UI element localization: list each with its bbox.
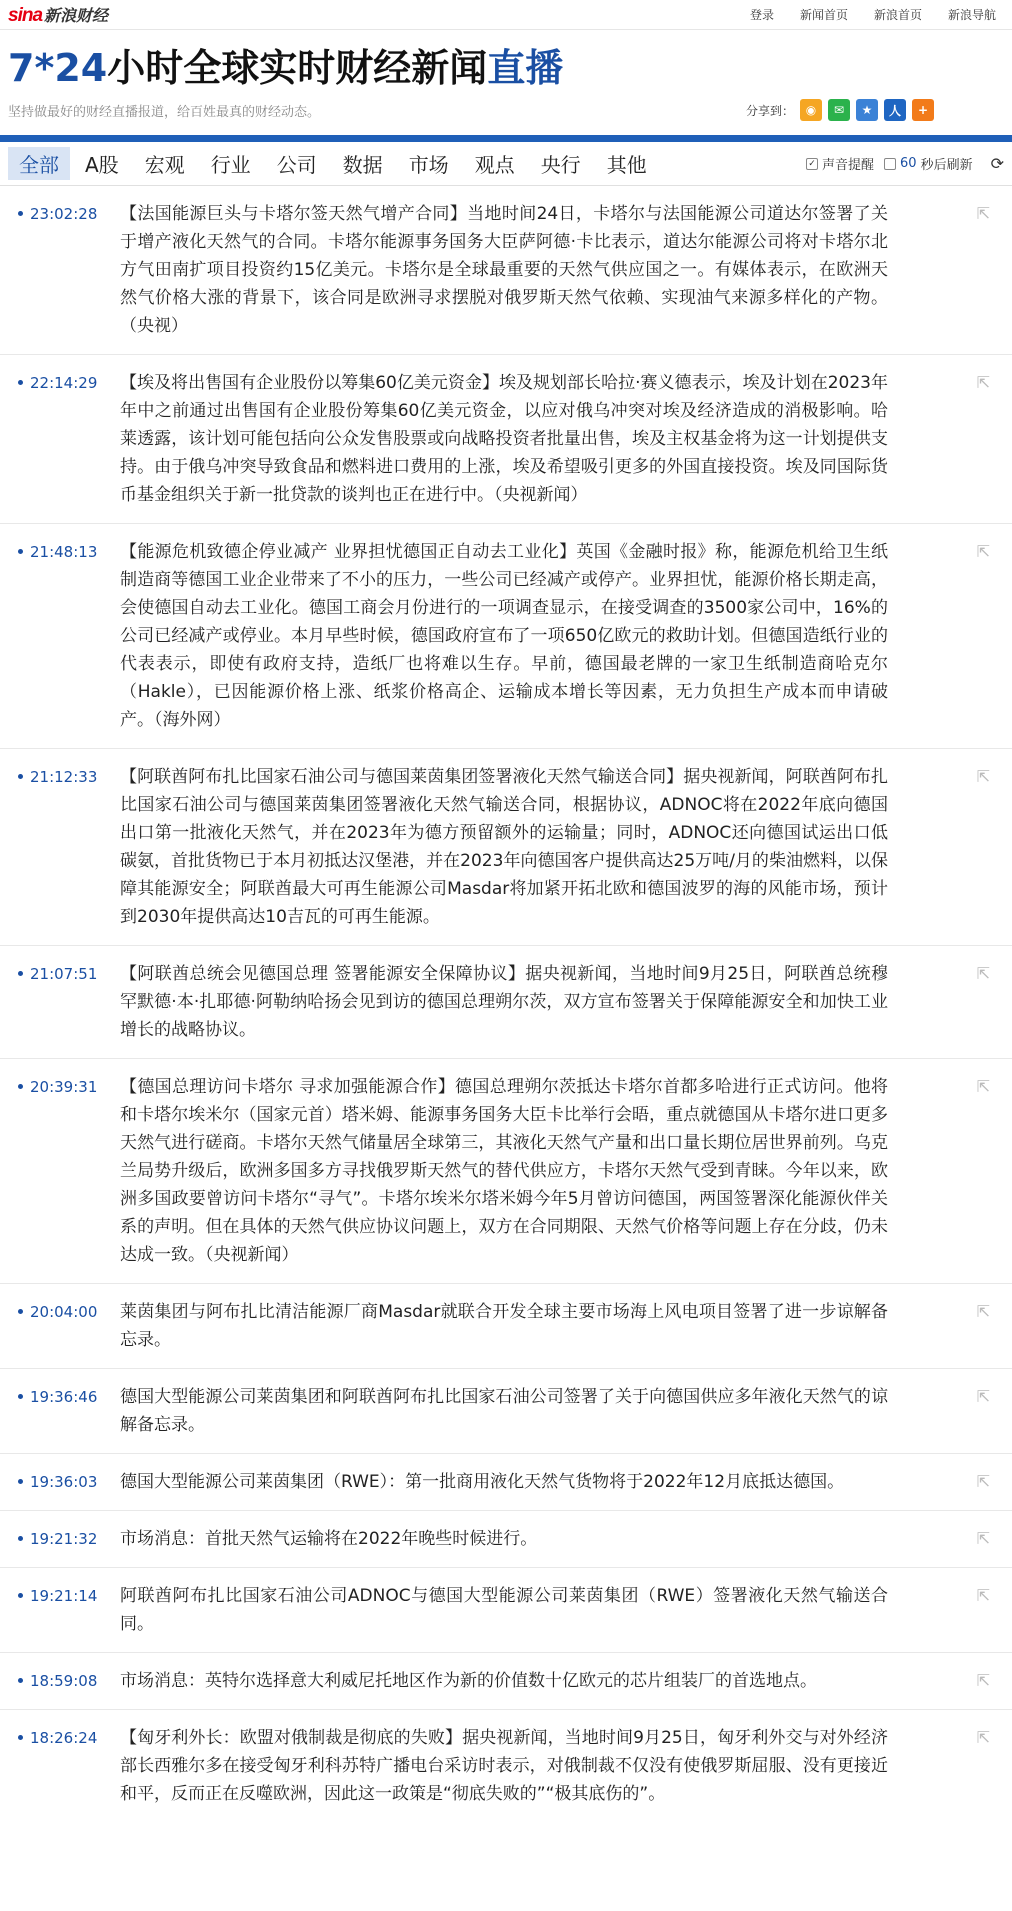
sina-nav-link[interactable]: 新浪导航 [947, 8, 996, 22]
news-time: 20:39:31 [30, 1078, 98, 1096]
sina-finance-logo[interactable] [8, 3, 108, 27]
news-text: 德国大型能源公司莱茵集团和阿联酋阿布扎比国家石油公司签署了关于向德国供应多年液化天然气的谅解备忘录。 [120, 1387, 888, 1435]
news-item [0, 1568, 1012, 1653]
timeline-dot [18, 1678, 23, 1683]
news-time: 18:59:08 [30, 1672, 98, 1690]
share-icon[interactable]: ⇱ [976, 542, 990, 561]
news-text: 【能源危机致德企停业减产 业界担忧德国正自动去工业化】英国《金融时报》称，能源危机给卫生纸制造商等德国工业企业带来了不小的压力，一些公司已经减产或停产。业界担忧，能源价格长期走高，会使德国自动去工业化。德国工商会月份进行的一项调查显示，在接受调查的3500家公司中，16%的公司已经减产或停业。本月早些时候，德国政府宣布了一项650亿欧元的救助计划。但德国造纸行业的代表表示，即使有政府支持，造纸厂也将难以生存。早前，德国最老牌的一家卫生纸制造商哈克尔（Hakle），已因能源价格上涨、纸浆价格高企、运输成本增长等因素，无力负担生产成本而申请破产。（海外网） [120, 542, 888, 730]
logo-sina-text: sina [8, 4, 43, 26]
news-text: 【法国能源巨头与卡塔尔签天然气增产合同】当地时间24日，卡塔尔与法国能源公司道达尔签署了关于增产液化天然气的合同。卡塔尔能源事务国务大臣萨阿德·卡比表示，道达尔能源公司将对卡塔尔北方气田南扩项目投资约15亿美元。卡塔尔是全球最重要的天然气供应国之一。有媒体表示，在欧洲天然气价格大涨的背景下，该合同是欧洲寻求摆脱对俄罗斯天然气依赖、实现油气来源多样化的产物。（央视） [120, 204, 888, 336]
renren-icon[interactable]: 人 [884, 99, 906, 121]
news-text: 阿联酋阿布扎比国家石油公司ADNOC与德国大型能源公司莱茵集团（RWE）签署液化天然气输送合同。 [120, 1586, 888, 1634]
news-time: 21:48:13 [30, 543, 98, 561]
news-text: 【埃及将出售国有企业股份以筹集60亿美元资金】埃及规划部长哈拉·赛义德表示，埃及计划在2023年年中之前通过出售国有企业股份筹集60亿美元资金，以应对俄乌冲突对埃及经济造成的消极影响。哈莱透露，该计划可能包括向公众发售股票或向战略投资者批量出售，埃及主权基金将为这一计划提供支持。由于俄乌冲突导致食品和燃料进口费用的上涨，埃及希望吸引更多的外国直接投资。埃及同国际货币基金组织关于新一批贷款的谈判也正在进行中。（央视新闻） [120, 373, 888, 505]
tab-other[interactable]: 其他 [606, 153, 647, 177]
share-icon[interactable]: ⇱ [976, 1077, 990, 1096]
top-links [750, 6, 1004, 23]
news-item [0, 1653, 1012, 1710]
sound-alert-toggle[interactable] [806, 154, 874, 173]
qzone-icon[interactable]: ★ [856, 99, 878, 121]
refresh-checkbox[interactable] [884, 158, 896, 170]
timeline-dot [18, 1084, 23, 1089]
subtitle-row [0, 90, 1012, 130]
news-item [0, 1454, 1012, 1511]
logo-finance-text: 新浪财经 [44, 5, 109, 25]
refresh-icon[interactable]: ⟳ [990, 154, 1004, 173]
news-time: 19:21:32 [30, 1530, 98, 1548]
share-icon[interactable]: ⇱ [976, 1302, 990, 1321]
timeline-dot [18, 1735, 23, 1740]
timeline-dot [18, 774, 23, 779]
news-time: 19:36:03 [30, 1473, 98, 1491]
refresh-label: 秒后刷新 [920, 158, 973, 173]
news-item [0, 1511, 1012, 1568]
news-item [0, 1059, 1012, 1284]
sound-checkbox[interactable]: ✓ [806, 158, 818, 170]
tab-company[interactable]: 公司 [276, 153, 317, 177]
news-feed [0, 186, 1012, 1822]
timeline-dot [18, 1593, 23, 1598]
news-time: 23:02:28 [30, 205, 98, 223]
news-home-link[interactable]: 新闻首页 [799, 8, 848, 22]
news-item [0, 1710, 1012, 1822]
news-text: 【德国总理访问卡塔尔 寻求加强能源合作】德国总理朔尔茨抵达卡塔尔首都多哈进行正式访问。他将和卡塔尔埃米尔（国家元首）塔米姆、能源事务国务大臣卡比举行会晤，重点就德国从卡塔尔进口更多天然气进行磋商。卡塔尔天然气储量居全球第三，其液化天然气产量和出口量长期位居世界前列。乌克兰局势升级后，欧洲多国多方寻找俄罗斯天然气的替代供应方，卡塔尔天然气受到青睐。今年以来，欧洲多国政要曾访问卡塔尔“寻气”。卡塔尔埃米尔塔米姆今年5月曾访问德国，两国签署深化能源伙伴关系的声明。但在具体的天然气供应协议问题上，双方在合同期限、天然气价格等问题上存在分歧，仍未达成一致。（央视新闻） [120, 1077, 888, 1265]
weibo-icon[interactable]: ◉ [800, 99, 822, 121]
share-label: 分享到： [745, 103, 794, 118]
title-part3: 直播 [487, 46, 564, 90]
page-title [0, 30, 1012, 90]
news-item [0, 1284, 1012, 1369]
refresh-seconds: 60 [900, 156, 917, 171]
tab-market[interactable]: 市场 [408, 153, 449, 177]
news-time: 18:26:24 [30, 1729, 98, 1747]
news-time: 22:14:29 [30, 374, 98, 392]
more-share-icon[interactable]: + [912, 99, 934, 121]
timeline-dot [18, 971, 23, 976]
title-part1: 7*24 [8, 46, 108, 90]
share-icon[interactable]: ⇱ [976, 767, 990, 786]
news-time: 19:36:46 [30, 1388, 98, 1406]
tab-all[interactable]: 全部 [8, 147, 70, 180]
timeline-dot [18, 1309, 23, 1314]
news-item [0, 946, 1012, 1059]
tab-opinion[interactable]: 观点 [474, 153, 515, 177]
category-tabs [0, 142, 1012, 186]
news-text: 【阿联酋阿布扎比国家石油公司与德国莱茵集团签署液化天然气输送合同】据央视新闻，阿联酋阿布扎比国家石油公司与德国莱茵集团签署液化天然气输送合同，根据协议，ADNOC将在2022年底向德国出口第一批液化天然气，并在2023年为德方预留额外的运输量；同时，ADNOC还向德国试运出口低碳氨，首批货物已于本月初抵达汉堡港，并在2023年向德国客户提供高达25万吨/月的柴油燃料，以保障其能源安全；阿联酋最大可再生能源公司Masdar将加紧开拓北欧和德国波罗的海的风能市场，预计到2030年提供高达10吉瓦的可再生能源。 [120, 767, 888, 927]
sina-home-link[interactable]: 新浪首页 [873, 8, 922, 22]
news-time: 21:12:33 [30, 768, 98, 786]
news-text: 【阿联酋总统会见德国总理 签署能源安全保障协议】据央视新闻，当地时间9月25日，阿联酋总统穆罕默德·本·扎耶德·阿勒纳哈扬会见到访的德国总理朔尔茨，双方宣布签署关于保障能源安全和加快工业增长的战略协议。 [120, 964, 888, 1040]
share-icon[interactable]: ⇱ [976, 964, 990, 983]
share-icon[interactable]: ⇱ [976, 1472, 990, 1491]
timeline-dot [18, 1479, 23, 1484]
share-icon[interactable]: ⇱ [976, 1387, 990, 1406]
timeline-dot [18, 1536, 23, 1541]
share-icon[interactable]: ⇱ [976, 1728, 990, 1747]
header-divider [0, 135, 1012, 142]
tab-central-bank[interactable]: 央行 [540, 153, 581, 177]
news-text: 市场消息：首批天然气运输将在2022年晚些时候进行。 [120, 1529, 538, 1549]
share-icon[interactable]: ⇱ [976, 373, 990, 392]
timeline-dot [18, 211, 23, 216]
tab-a-shares[interactable]: A股 [85, 153, 119, 177]
news-item [0, 524, 1012, 749]
tab-macro[interactable]: 宏观 [144, 153, 185, 177]
news-item [0, 355, 1012, 524]
slogan: 坚持做最好的财经直播报道，给百姓最真的财经动态。 [8, 104, 321, 120]
news-text: 德国大型能源公司莱茵集团（RWE）：第一批商用液化天然气货物将于2022年12月底抵达德国。 [120, 1472, 845, 1492]
share-icon[interactable]: ⇱ [976, 1529, 990, 1548]
news-item [0, 1369, 1012, 1454]
news-time: 20:04:00 [30, 1303, 98, 1321]
share-icon[interactable]: ⇱ [976, 1586, 990, 1605]
news-text: 市场消息：英特尔选择意大利威尼托地区作为新的价值数十亿欧元的芯片组装厂的首选地点。 [120, 1671, 817, 1691]
auto-refresh-toggle[interactable] [884, 154, 973, 173]
title-part2: 小时全球实时财经新闻 [107, 46, 488, 90]
news-item [0, 186, 1012, 355]
share-icon[interactable]: ⇱ [976, 204, 990, 223]
news-text: 莱茵集团与阿布扎比清洁能源厂商Masdar就联合开发全球主要市场海上风电项目签署了进一步谅解备忘录。 [120, 1302, 888, 1350]
top-bar [0, 0, 1012, 30]
news-time: 19:21:14 [30, 1587, 98, 1605]
login-link[interactable]: 登录 [749, 8, 774, 22]
tab-industry[interactable]: 行业 [210, 153, 251, 177]
timeline-dot [18, 1394, 23, 1399]
feed-controls [806, 154, 1004, 173]
share-bar [746, 99, 1004, 121]
news-item [0, 749, 1012, 946]
share-icon[interactable]: ⇱ [976, 1671, 990, 1690]
news-time: 21:07:51 [30, 965, 98, 983]
timeline-dot [18, 380, 23, 385]
sound-label: 声音提醒 [822, 158, 875, 173]
tab-data[interactable]: 数据 [342, 153, 383, 177]
wechat-icon[interactable]: ✉ [828, 99, 850, 121]
timeline-dot [18, 549, 23, 554]
news-text: 【匈牙利外长：欧盟对俄制裁是彻底的失败】据央视新闻，当地时间9月25日，匈牙利外交与对外经济部长西雅尔多在接受匈牙利科苏特广播电台采访时表示，对俄制裁不仅没有使俄罗斯屈服、没有更接近和平，反而正在反噬欧洲，因此这一政策是“彻底失败的”“极其底伤的”。 [120, 1728, 888, 1804]
